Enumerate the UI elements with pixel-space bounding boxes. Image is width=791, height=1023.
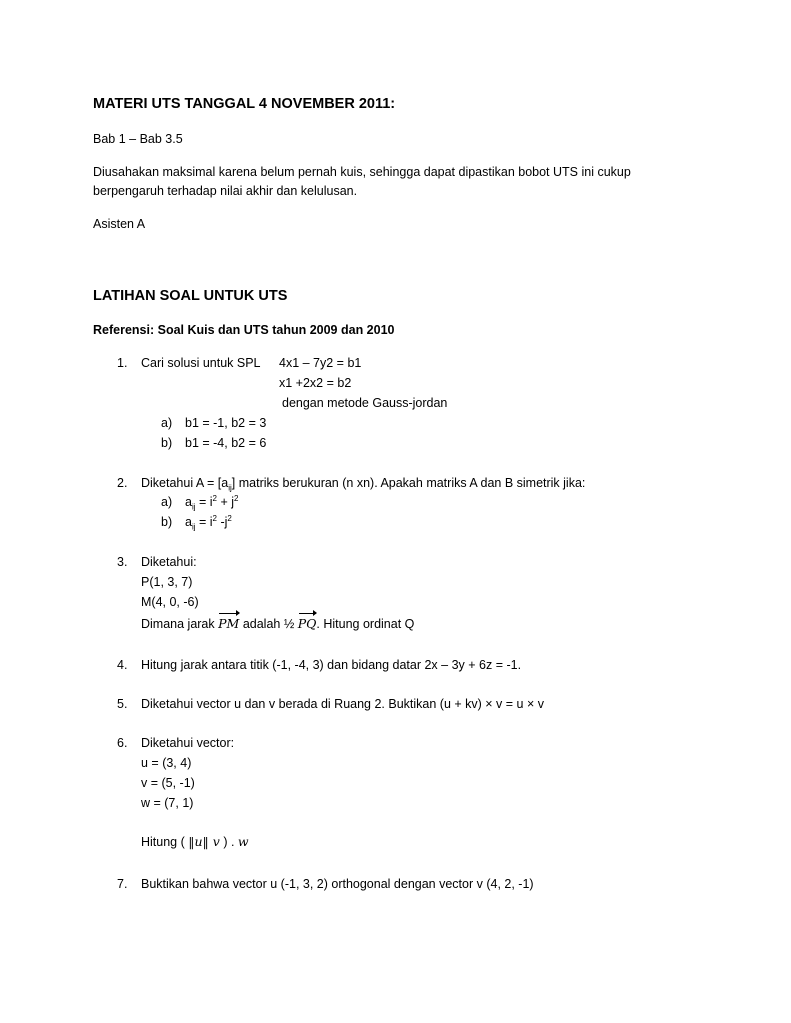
q1-equation-1: 4x1 – 7y2 = b1 [279,356,362,370]
q3-number: 3. [117,555,128,569]
q2-number: 2. [117,476,128,490]
q3-line-3: M(4, 0, -6) [141,595,199,609]
q1-equation-2: x1 +2x2 = b2 [279,376,352,390]
q1-b-label: b) [161,436,173,450]
q5-number: 5. [117,697,128,711]
page-title: MATERI UTS TANGGAL 4 NOVEMBER 2011: [93,96,396,112]
note-line-1: Diusahakan maksimal karena belum pernah kuis, sehingga dapat dipastikan bobot UTS ini cukup [93,165,631,179]
q6-number: 6. [117,736,128,750]
note-line-2: berpengaruh terhadap nilai akhir dan kelulusan. [93,184,358,198]
q1-a-text: b1 = -1, b2 = 3 [185,416,267,430]
q3-line-2: P(1, 3, 7) [141,575,193,589]
reference-line: Referensi: Soal Kuis dan UTS tahun 2009 dan 2010 [93,323,395,337]
q7-text: Buktikan bahwa vector u (-1, 3, 2) orthogonal dengan vector v (4, 2, -1) [141,877,534,891]
vector-pm: PM [218,616,240,631]
q4-number: 4. [117,658,128,672]
q2-b-formula: $a_{ij} = i^2$ $-j^2$ [185,513,232,532]
q2-a-label: a) [161,495,173,509]
chapter-range: Bab 1 – Bab 3.5 [93,132,183,146]
q4-text: Hitung jarak antara titik (-1, -4, 3) dan bidang datar 2x – 3y + 6z = -1. [141,658,522,672]
q1-number: 1. [117,356,128,370]
q6-line-3: v = (5, -1) [141,776,195,790]
q1-method: dengan metode Gauss-jordan [282,396,448,410]
q1-text: Cari solusi untuk SPL [141,356,261,370]
q7-number: 7. [117,877,128,891]
q5-text: Diketahui vector u dan v berada di Ruang 2. Buktikan (u + kv) × v = u × v [141,697,545,711]
q6-line-1: Diketahui vector: [141,736,235,750]
vector-pq: PQ [297,616,317,631]
q6-line-2: u = (3, 4) [141,756,192,770]
q6-line-4: w = (7, 1) [141,796,194,810]
section-title: LATIHAN SOAL UNTUK UTS [93,288,288,304]
q3-line-1: Diketahui: [141,555,197,569]
q1-b-text: b1 = -4, b2 = 6 [185,436,267,450]
q3-line-4: Dimana jarak PM adalah ½ PQ. Hitung ordinat Q [141,616,415,631]
q2-b-label: b) [161,515,173,529]
q1-a-label: a) [161,416,173,430]
q2-text: Diketahui $A = [a_{ij}]$ matriks berukuran (n xn). Apakah matriks A dan B simetrik jika: [141,476,586,493]
q2-a-formula: $a_{ij} = i^2 + j^2$ [185,493,239,512]
q6-calculation: Hitung ( ‖u‖ v ) . w [141,834,249,849]
author-line: Asisten A [93,217,146,231]
